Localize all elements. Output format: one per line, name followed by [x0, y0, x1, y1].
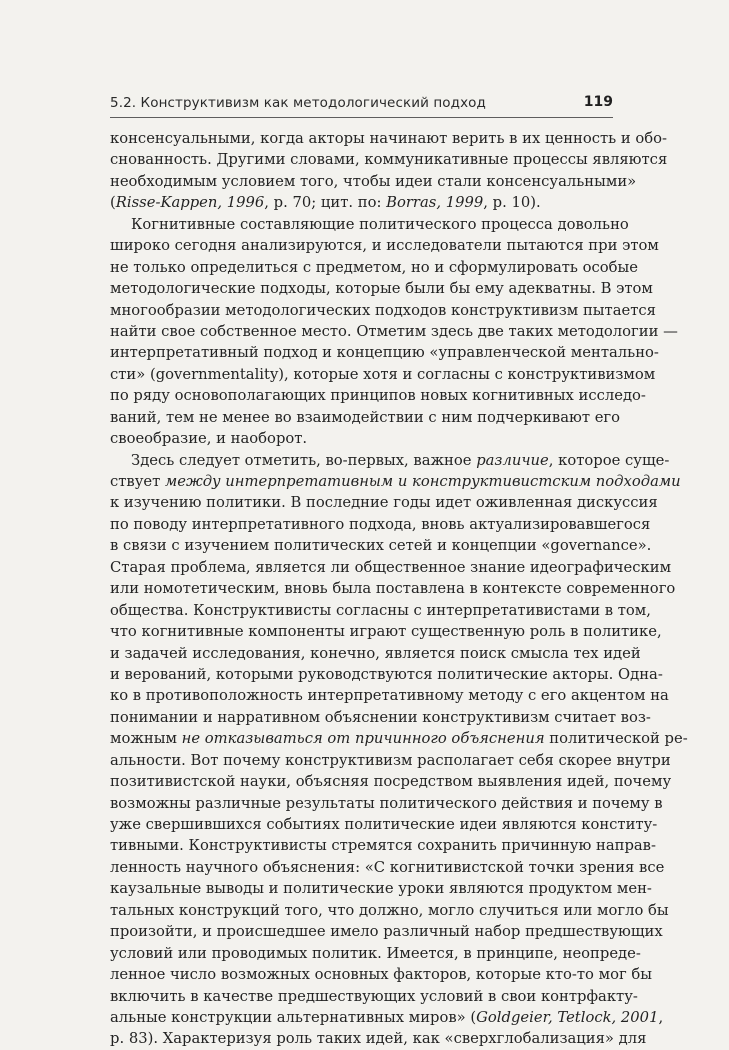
text-line — [110, 257, 639, 278]
text-span: , — [658, 1008, 664, 1026]
text-span: р. 83). Характеризуя роль таких идей, как «сверхглобализация» для — [110, 1030, 647, 1048]
text-span: тивными. Конструктивисты стремятся сохранить причинную направ- — [110, 837, 656, 855]
text-line — [110, 857, 665, 878]
text-line — [110, 149, 668, 170]
text-span: политической ре- — [544, 730, 688, 748]
text-line — [110, 535, 652, 556]
text-line — [110, 921, 663, 942]
text-line — [110, 235, 659, 256]
text-span: ( — [110, 194, 116, 212]
text-span: по поводу интерпретативного подхода, вновь актуализировавшегося — [110, 515, 651, 533]
text-line — [110, 342, 659, 363]
text-line — [110, 943, 641, 964]
text-span: , р. 70; цит. по: — [264, 194, 387, 212]
text-span: включить в качестве предшествующих условий в свои контрфакту- — [110, 987, 638, 1005]
italic-text: Risse-Kappen, 1996 — [115, 194, 265, 212]
text-span: понимании и нарративном объяснении конструктивизм считает воз- — [110, 708, 651, 726]
text-span: к изучению политики. В последние годы идет оживленная дискуссия — [110, 494, 658, 512]
text-line — [110, 750, 671, 771]
text-line — [110, 986, 638, 1007]
text-line — [110, 557, 672, 578]
text-line — [110, 450, 670, 471]
text-span: своеобразие, и наоборот. — [110, 430, 308, 448]
text-line — [110, 1007, 664, 1028]
header-rule — [110, 117, 613, 118]
text-line — [110, 771, 672, 792]
text-line — [110, 471, 681, 492]
text-line — [110, 128, 668, 149]
text-line — [110, 514, 651, 535]
running-head: 5.2. Конструктивизм как методологический подход — [110, 95, 486, 111]
text-line — [110, 685, 669, 706]
text-line — [110, 621, 662, 642]
italic-text: не отказываться от причинного объяснения — [181, 730, 545, 748]
text-line — [110, 707, 651, 728]
text-span: условий или проводимых политик. Имеется, в принципе, неопреде- — [110, 944, 641, 962]
text-line — [110, 835, 656, 856]
text-span: альности. Вот почему конструктивизм располагает себя скорее внутри — [110, 751, 671, 769]
text-span: тальных конструкций того, что должно, могло случиться или могло бы — [110, 901, 669, 919]
text-line — [110, 407, 621, 428]
text-line — [110, 878, 652, 899]
text-line — [110, 192, 613, 213]
text-line — [110, 643, 641, 664]
italic-text: различие — [476, 451, 549, 469]
text-span: сти» (governmentality), которые хотя и согласны с конструктивизмом — [110, 365, 656, 383]
italic-text: Borras, 1999 — [386, 194, 484, 212]
text-span: , которое суще- — [548, 451, 670, 469]
text-span: широко сегодня анализируются, и исследователи пытаются при этом — [110, 237, 659, 255]
text-span: каузальные выводы и политические уроки являются продуктом мен- — [110, 880, 652, 898]
text-line — [110, 214, 629, 235]
text-line — [110, 171, 637, 192]
text-line — [110, 964, 653, 985]
text-line — [110, 600, 651, 621]
text-line — [110, 300, 656, 321]
text-span: ленное число возможных основных факторов, которые кто-то мог бы — [110, 966, 653, 984]
text-line — [110, 321, 678, 342]
text-span: позитивистской науки, объясняя посредством выявления идей, почему — [110, 773, 672, 791]
text-line — [110, 278, 653, 299]
text-span: ленность научного объяснения: «С когнитивистской точки зрения все — [110, 858, 665, 876]
text-line — [110, 728, 688, 749]
text-line — [110, 428, 613, 449]
text-span: можным — [110, 730, 182, 748]
body-text — [110, 128, 688, 1050]
text-span: ко в противоположность интерпретативному методу с его акцентом на — [110, 687, 669, 705]
text-span: снованность. Другими словами, коммуникативные процессы являются — [110, 151, 668, 169]
text-line — [110, 664, 663, 685]
page-header — [110, 95, 613, 113]
text-line — [110, 900, 669, 921]
text-span: найти свое собственное место. Отметим здесь две таких методологии — — [110, 322, 678, 340]
text-span: необходимым условием того, чтобы идеи стали консенсуальными» — [110, 172, 637, 190]
italic-text: Goldgeier, Tetlock, 2001 — [476, 1008, 659, 1026]
text-line — [110, 814, 658, 835]
text-span: возможны различные результаты политического действия и почему в — [110, 794, 663, 812]
text-span: ваний, тем не менее во взаимодействии с ним подчеркивают его — [110, 408, 621, 426]
text-span: методологические подходы, которые были бы ему адекватны. В этом — [110, 280, 653, 298]
text-span: Когнитивные составляющие политического процесса довольно — [131, 215, 629, 233]
italic-text: между интерпретативным и конструктивистским подходами — [164, 473, 681, 490]
text-span: альные конструкции альтернативных миров» ( — [110, 1008, 477, 1026]
text-span: консенсуальными, когда акторы начинают верить в их ценность и обо- — [110, 130, 668, 147]
text-span: произойти, и происшедшее имело различный набор предшествующих — [110, 923, 663, 941]
text-span: ствует — [110, 473, 165, 490]
text-span: в связи с изучением политических сетей и концепции «governance». — [110, 537, 652, 555]
text-span: не только определиться с предметом, но и сформулировать особые — [110, 258, 639, 276]
text-span: Старая проблема, является ли общественное знание идеографическим — [110, 558, 672, 576]
text-span: по ряду основополагающих принципов новых когнитивных исследо- — [110, 387, 646, 405]
text-span: , р. 10). — [483, 194, 541, 212]
text-line — [110, 1028, 647, 1049]
text-line — [110, 364, 656, 385]
text-line — [110, 492, 658, 513]
text-span: или номотетическим, вновь была поставлена в контексте современного — [110, 580, 676, 598]
text-span: и задачей исследования, конечно, является поиск смысла тех идей — [110, 644, 641, 662]
page-number: 119 — [583, 94, 613, 110]
text-line — [110, 385, 646, 406]
text-span: Здесь следует отметить, во-первых, важное — [131, 451, 477, 469]
text-line — [110, 578, 676, 599]
text-line — [110, 793, 663, 814]
text-span: многообразии методологических подходов конструктивизм пытается — [110, 301, 656, 319]
text-span: и верований, которыми руководствуются политические акторы. Одна- — [110, 665, 663, 683]
text-span: что когнитивные компоненты играют существенную роль в политике, — [110, 623, 662, 641]
text-span: интерпретативный подход и концепцию «управленческой ментально- — [110, 344, 659, 362]
text-span: общества. Конструктивисты согласны с интерпретативистами в том, — [110, 601, 651, 619]
text-span: уже свершившихся событиях политические идеи являются конститу- — [110, 816, 658, 833]
